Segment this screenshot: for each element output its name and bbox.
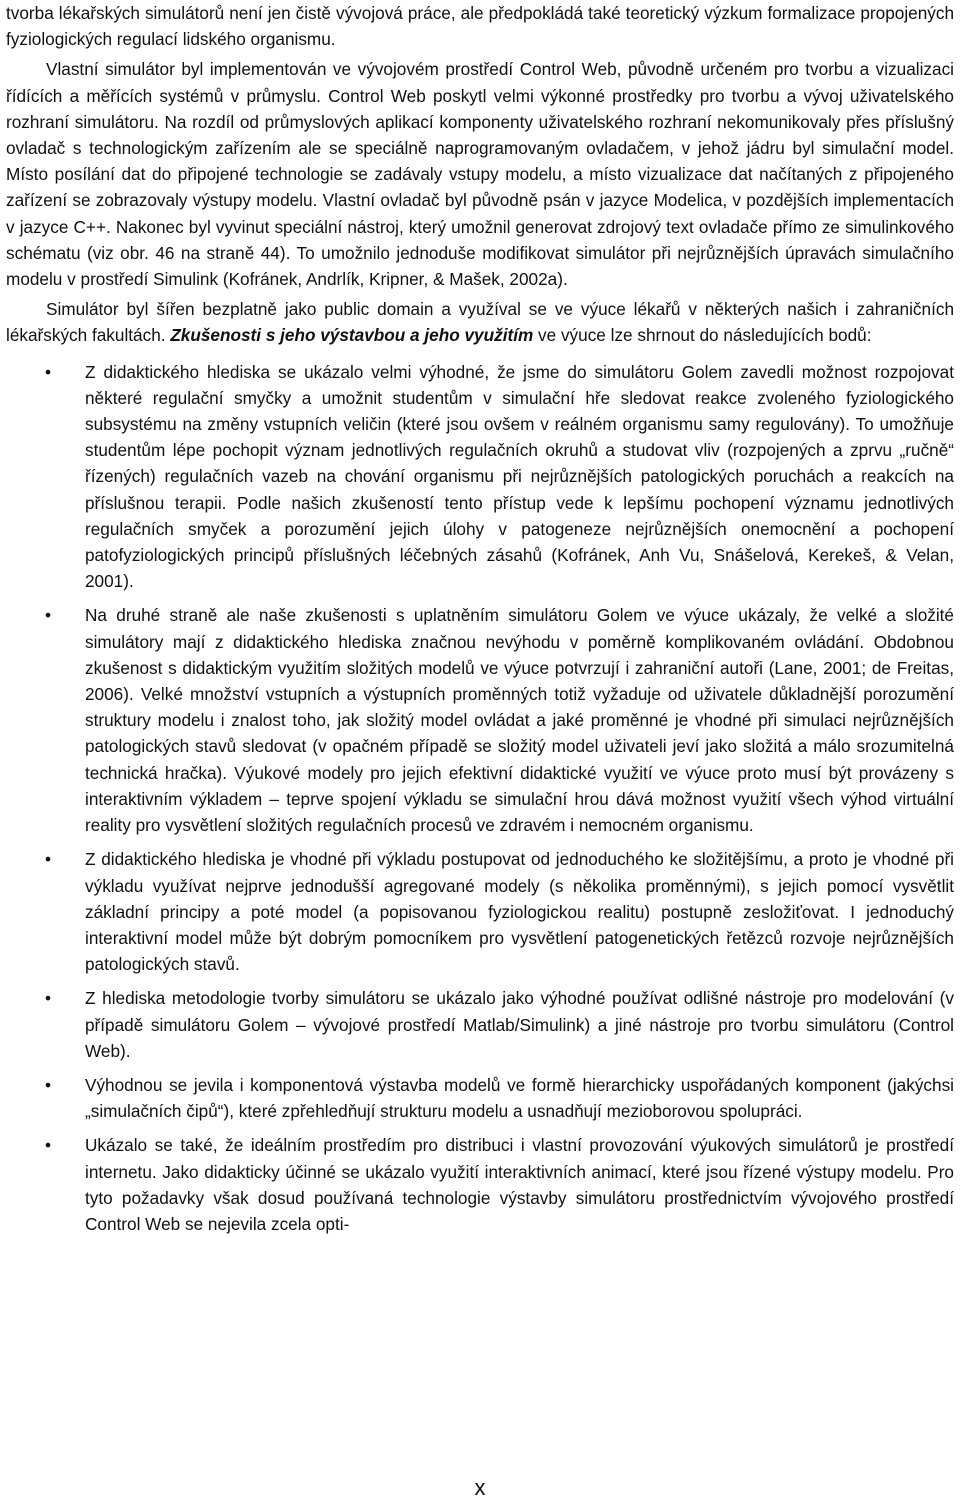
bullet-icon: •	[44, 1135, 52, 1156]
bullet-text: Na druhé straně ale naše zkušenosti s uplatněním simulátoru Golem ve výuce ukázaly, že velké a složité simulátory mají z didaktického hlediska značnou nevýhodu v poměrně komplikovaném ovládání. Obdobnou zkušenost s didaktickým využitím složitých modelů ve výuce potvrzují i zahraniční autoři (Lane, 2001; de Freitas, 2006). Velké množství vstupních a výstupních proměnných totiž vyžaduje od uživatele důkladnější porozumění struktury modelu i znalost toho, jak složitý model ovládat a jaké proměnné je vhodné při simulaci nejrůznějších patologických stavů sledovat (v opačném případě se složitý model uživateli jeví jako složitá a málo srozumitelná technická hračka). Výukové modely pro jejich efektivní didaktické využití ve výuce proto musí být provázeny s interaktivním výkladem – teprve spojení výkladu se simulační hrou dává možnost využití všech výhod virtuální reality pro vysvětlení složitých regulačních procesů ve zdravém i nemocném organismu.	[85, 605, 954, 836]
bullet-icon: •	[44, 605, 52, 626]
paragraph-distribution-tail: ve výuce lze shrnout do následujících bodů:	[533, 325, 872, 346]
document-page	[6, 0, 954, 1245]
bullet-text: Z didaktického hlediska se ukázalo velmi výhodné, že jsme do simulátoru Golem zavedli možnost rozpojovat některé regulační smyčky a umožnit studentům v simulační hře sledovat reakce zvoleného fyziologického subsystému na změny vstupních veličin (které jsou ovšem v reálném organismu samy regulovány). To umožňuje studentům lépe pochopit význam jednotlivých regulačních okruhů a studovat vliv (rozpojených a zprvu „ručně“ řízených) regulačních vazeb na chování organismu při nejrůznějších patologických poruchách a reakcích na příslušnou terapii. Podle našich zkušeností tento přístup vede k lepšímu pochopení významu jednotlivých regulačních smyček a porozumění jejich úlohy v patogeneze nejrůznějších onemocnění a pochopení patofyziologických principů příslušných léčebných zásahů (Kofránek, Anh Vu, Snášelová, Kerekeš, & Velan, 2001).	[85, 361, 954, 592]
bullet-item	[6, 1072, 954, 1124]
page-number: x	[474, 1475, 486, 1500]
experience-bullet-list	[6, 359, 954, 1238]
bullet-text: Z hlediska metodologie tvorby simulátoru se ukázalo jako výhodné používat odlišné nástroje pro modelování (v případě simulátoru Golem – vývojové prostředí Matlab/Simulink) a jiné nástroje pro tvorbu simulátoru (Control Web).	[85, 988, 954, 1061]
emphasized-phrase: Zkušenosti s jeho výstavbou a jeho využitím	[170, 325, 534, 346]
bullet-item	[6, 602, 954, 838]
bullet-item	[6, 985, 954, 1064]
paragraph-control-web: Vlastní simulátor byl implementován ve vývojovém prostředí Control Web, původně určeném pro tvorbu a vizualizaci řídících a měřících systémů v průmyslu. Control Web poskytl velmi výkonné prostředky pro tvorbu a vývoj uživatelského rozhraní simulátoru. Na rozdíl od průmyslových aplikací komponenty uživatelského rozhraní nekomunikovaly přes příslušný ovladač s technologickým zařízením ale se speciálně naprogramovaným ovladačem, v jehož jádru byl simulační model. Místo posílání dat do připojené technologie se zadávaly vstupy modelu, a místo vizualizace dat načítaných z připojeného zařízení se zobrazovaly výstupy modelu. Vlastní ovladač byl původně psán v jazyce Modelica, v pozdějších implementacích v jazyce C++. Nakonec byl vyvinut speciální nástroj, který umožnil generovat zdrojový text ovladače přímo ze simulinkového schématu (viz obr. 46 na straně 44). To umožnilo jednoduše modifikovat simulátor při nejrůznějších úpravách simulačního modelu v prostředí Simulink (Kofránek, Andrlík, Kripner, & Mašek, 2002a).	[6, 59, 954, 290]
bullet-text: Ukázalo se také, že ideálním prostředím pro distribuci i vlastní provozování výukových simulátorů je prostředí internetu. Jako didakticky účinné se ukázalo využití interaktivních animací, které jsou řízené výstupy modelu. Pro tyto požadavky však dosud používaná technologie výstavby simulátoru prostřednictvím vývojového prostředí Control Web se nejevila zcela opti-	[85, 1135, 954, 1234]
paragraph-intro-continuation: tvorba lékařských simulátorů není jen čistě vývojová práce, ale předpokládá také teoretický výzkum formalizace propojených fyziologických regulací lidského organismu.	[6, 3, 954, 50]
paragraph-distribution-text: Simulátor byl šířen bezplatně jako public domain a využíval se ve výuce lékařů v některých našich i zahraničních lékařských fakultách.	[6, 299, 954, 346]
bullet-item	[6, 846, 954, 977]
bullet-item	[6, 1132, 954, 1237]
bullet-item	[6, 359, 954, 595]
bullet-text: Z didaktického hlediska je vhodné při výkladu postupovat od jednoduchého ke složitějšímu, a proto je vhodné při výkladu využívat nejprve jednodušší agregované modely (s několika proměnnými), s jejich pomocí vysvětlit základní principy a poté model (a popisovanou fyziologickou realitu) postupně zesložiťovat. I jednoduchý interaktivní model může být dobrým pomocníkem pro vysvětlení patogenetických řetězců rozvoje nejrůznějších patologických stavů.	[85, 849, 954, 975]
bullet-icon: •	[44, 988, 52, 1009]
bullet-icon: •	[44, 849, 52, 870]
paragraph-distribution	[6, 296, 954, 348]
bullet-icon: •	[44, 361, 52, 382]
bullet-icon: •	[44, 1074, 52, 1095]
bullet-text: Výhodnou se jevila i komponentová výstavba modelů ve formě hierarchicky uspořádaných komponent (jakýchsi „simulačních čipů“), které zpřehledňují strukturu modelu a usnadňují mezioborovou spolupráci.	[85, 1074, 954, 1122]
